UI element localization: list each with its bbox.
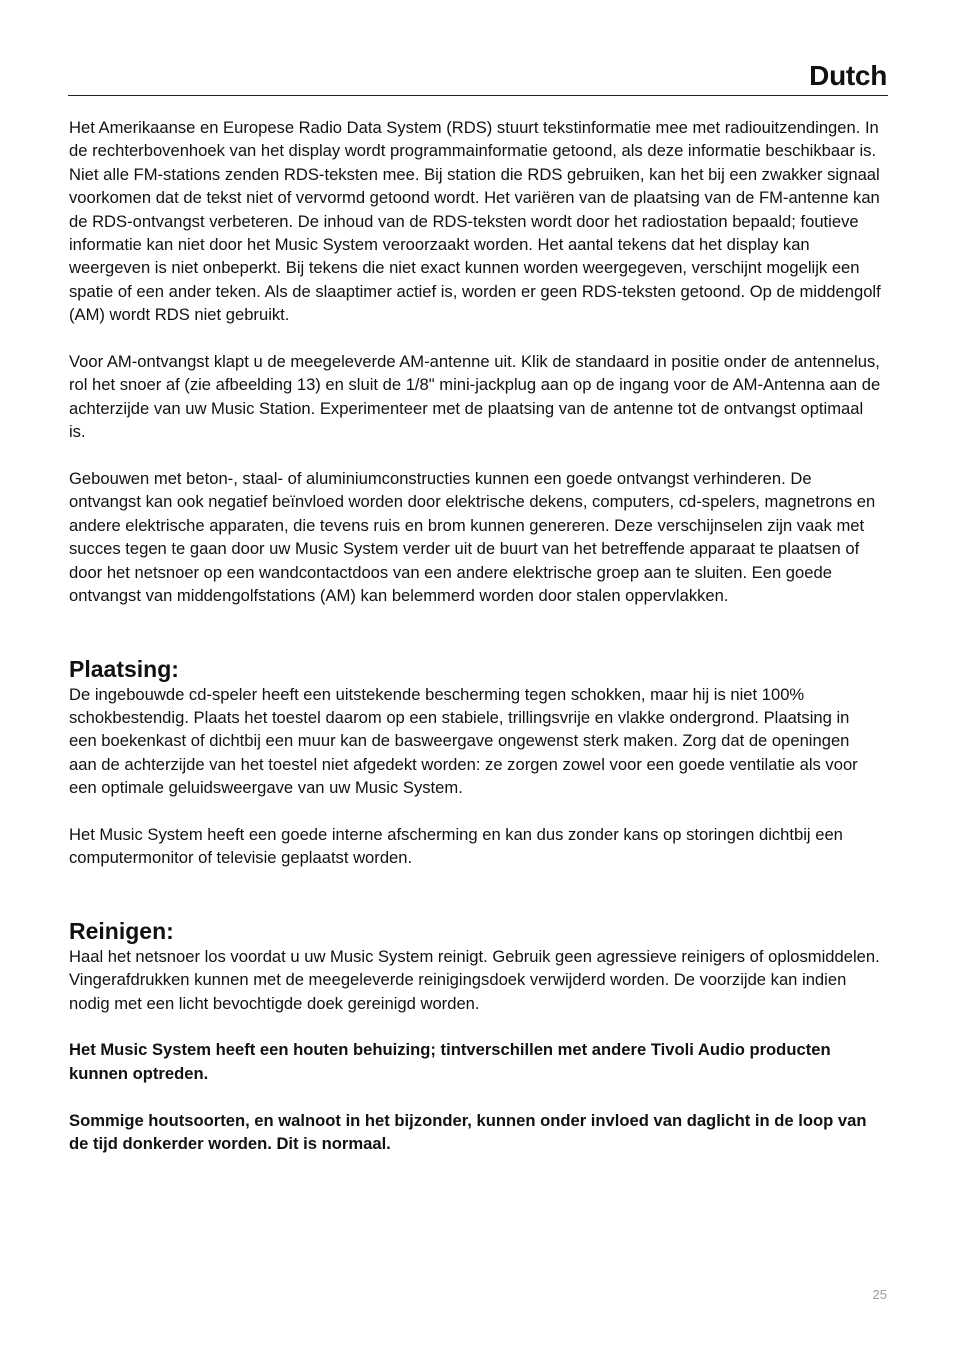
cleaning-heading: Reinigen:	[69, 917, 174, 944]
placement-paragraph: De ingebouwde cd-speler heeft een uitstekende bescherming tegen schokken, maar hij is niet 100% schokbestendig. Plaats het toestel daarom op een stabiele, trillingsvrije en vlakke ondergrond. Plaatsing in een boekenkast of dichtbij een muur kan de basweergave ongewenst sterk maken. Zorg dat de openingen aan de achterzijde van het toestel niet afgedekt worden: ze zorgen zowel voor een goede ventilatie als voor een optimale geluidsweergave van uw Music System.	[69, 684, 858, 798]
shielding-paragraph: Het Music System heeft een goede interne afscherming en kan dus zonder kans op storingen dichtbij een computermonitor of televisie geplaatst worden.	[69, 824, 843, 868]
wood-darkening-note: Sommige houtsoorten, en walnoot in het bijzonder, kunnen onder invloed van daglicht in de loop van de tijd donkerder worden. Dit is normaal.	[69, 1110, 867, 1153]
page-title: Dutch	[809, 60, 887, 91]
am-reception-paragraph: Voor AM-ontvangst klapt u de meegeleverde AM-antenne uit. Klik de standaard in positie onder de antennelus, rol het snoer af (zie afbeelding 13) en sluit de 1/8" mini-jackplug aan op de ingang voor de AM-Antenna aan de achterzijde van uw Music Station. Experimenteer met de plaatsing van de antenne tot de ontvangst optimaal is.	[69, 352, 881, 442]
placement-heading: Plaatsing:	[69, 655, 179, 682]
page-number: 25	[872, 1287, 887, 1302]
document-body	[69, 116, 881, 1155]
wood-housing-note: Het Music System heeft een houten behuizing; tintverschillen met andere Tivoli Audio producten kunnen optreden.	[69, 1040, 831, 1083]
rds-paragraph: Het Amerikaanse en Europese Radio Data System (RDS) stuurt tekstinformatie mee met radiouitzendingen. In de rechterbovenhoek van het display wordt programmainformatie getoond, als deze informatie beschikbaar is. Niet alle FM-stations zenden RDS-teksten mee. Bij station die RDS gebruiken, kan het bij een zwakker signaal voorkomen dat de tekst niet of vervormd getoond wordt. Het variëren van de plaatsing van de FM-antenne kan de RDS-ontvangst verbeteren. De inhoud van de RDS-teksten wordt door het radiostation bepaald; foutieve informatie kan niet door het Music System veroorzaakt worden. Het aantal tekens dat het display kan weergeven is niet onbeperkt. Bij tekens die niet exact kunnen worden weergegeven, verschijnt mogelijk een spatie of een ander teken. Als de slaaptimer actief is, worden er geen RDS-teksten getoond. Op de middengolf (AM) wordt RDS niet gebruikt.	[69, 118, 881, 325]
header-divider	[68, 95, 888, 96]
cleaning-paragraph: Haal het netsnoer los voordat u uw Music System reinigt. Gebruik geen agressieve reinigers of oplosmiddelen. Vingerafdrukken kunnen met de meegeleverde reinigingsdoek verwijderd worden. De voorzijde kan indien nodig met een licht bevochtigde doek gereinigd worden.	[69, 946, 880, 1013]
interference-paragraph: Gebouwen met beton-, staal- of aluminiumconstructies kunnen een goede ontvangst verhinderen. De ontvangst kan ook negatief beïnvloed worden door elektrische dekens, computers, cd-spelers, magnetrons en andere elektrische apparaten, die tevens ruis en brom kunnen genereren. Deze verschijnselen zijn vaak met succes tegen te gaan door uw Music System verder uit de buurt van het betreffende apparaat te plaatsen of door het netsnoer op een wandcontactdoos van een andere elektrische groep aan te sluiten. Een goede ontvangst van middengolfstations (AM) kan belemmerd worden door stalen oppervlakken.	[69, 469, 876, 606]
